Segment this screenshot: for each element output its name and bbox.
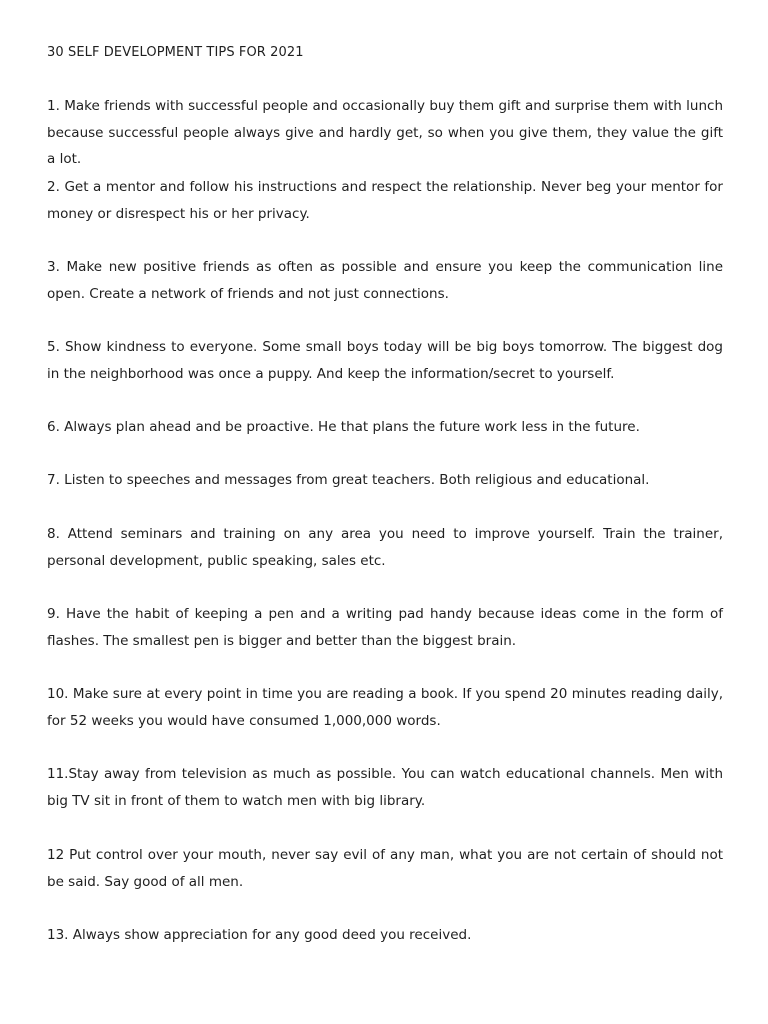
tip-paragraph-6: 6. Always plan ahead and be proactive. He that plans the future work less in the future.	[47, 419, 640, 435]
tip-paragraph-10: 10. Make sure at every point in time you are reading a book. If you spend 20 minutes reading daily, for 52 weeks you would have consumed 1,000,000 words.	[47, 686, 723, 729]
tip-paragraph-12: 12 Put control over your mouth, never say evil of any man, what you are not certain of should not be said. Say good of all men.	[47, 847, 723, 890]
tip-paragraph-3: 3. Make new positive friends as often as possible and ensure you keep the communication line open. Create a network of friends and not just connections.	[47, 259, 723, 302]
tip-paragraph-1: 1. Make friends with successful people and occasionally buy them gift and surprise them with lunch because successful people always give and hardly get, so when you give them, they value the gift a lot.	[47, 98, 723, 167]
document-title: 30 SELF DEVELOPMENT TIPS FOR 2021	[47, 45, 304, 60]
tip-paragraph-2: 2. Get a mentor and follow his instructions and respect the relationship. Never beg your mentor for money or disrespect his or her privacy.	[47, 179, 723, 222]
tip-paragraph-11: 11.Stay away from television as much as possible. You can watch educational channels. Men with big TV sit in front of them to watch men with big library.	[47, 766, 723, 809]
tip-paragraph-7: 7. Listen to speeches and messages from great teachers. Both religious and educational.	[47, 472, 650, 488]
tip-paragraph-8: 8. Attend seminars and training on any area you need to improve yourself. Train the trainer, personal development, public speaking, sales etc.	[47, 526, 723, 569]
tip-paragraph-9: 9. Have the habit of keeping a pen and a writing pad handy because ideas come in the form of flashes. The smallest pen is bigger and better than the biggest brain.	[47, 606, 723, 649]
tip-paragraph-13: 13. Always show appreciation for any good deed you received.	[47, 927, 472, 943]
tip-paragraph-5: 5. Show kindness to everyone. Some small boys today will be big boys tomorrow. The biggest dog in the neighborhood was once a puppy. And keep the information/secret to yourself.	[47, 339, 723, 382]
